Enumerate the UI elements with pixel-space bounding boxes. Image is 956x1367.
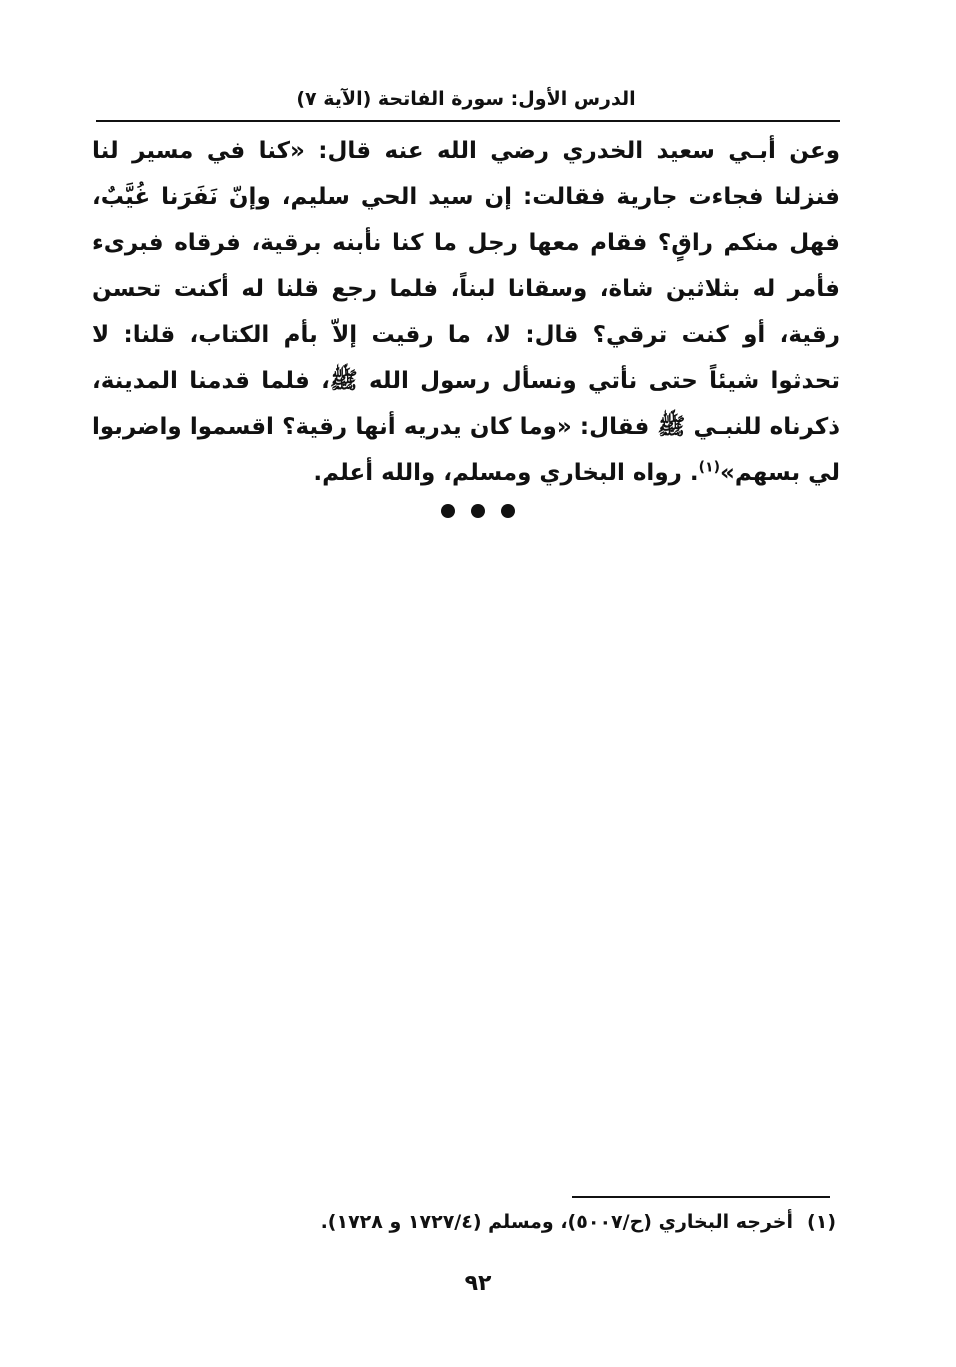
separator-dot-icon xyxy=(441,504,455,518)
footnote-marker: (١) xyxy=(807,1211,836,1233)
header-divider xyxy=(96,120,840,122)
separator-dot-icon xyxy=(501,504,515,518)
paragraph-tail-text: . رواه البخاري ومسلم، والله أعلم. xyxy=(313,460,699,486)
page-number: ٩٢ xyxy=(464,1271,492,1296)
footnote-1 xyxy=(200,1205,836,1239)
footnote-divider xyxy=(572,1196,830,1198)
separator-dot-icon xyxy=(471,504,485,518)
main-paragraph xyxy=(92,128,840,496)
paragraph-main-text: وعن أبـي سعيد الخدري رضي الله عنه قال: «كنا في مسير لنا فنزلنا فجاءت جارية فقالت: إن سيد الحي سليم، وإنّ نَفَرَنا غُيَّبٌ، فهل منكم راقٍ؟ فقام معها رجل ما كنا نأبنه برقية، فرقاه فبرىء فأمر له بثلاثين شاة، وسقانا لبناً، فلما رجع قلنا له أكنت تحسن رقية، أو كنت ترقي؟ قال: لا، ما رقيت إلاّ بأم الكتاب، قلنا: لا تحدثوا شيئاً حتى نأتي ونسأل رسول الله ﷺ، فلما قدمنا المدينة، ذكرناه للنبـي ﷺ فقال: «وما كان يدريه أنها رقية؟ اقسموا واضربوا لي بسهم» xyxy=(92,138,840,486)
footnote-reference[interactable]: (١) xyxy=(698,459,720,476)
footnote-text: أخرجه البخاري (ح/٥٠٠٧)، ومسلم (١٧٢٧/٤ و ١٧٢٨). xyxy=(320,1211,794,1233)
running-header-title: الدرس الأول: سورة الفاتحة (الآية ٧) xyxy=(296,88,636,110)
section-separator xyxy=(0,504,956,518)
